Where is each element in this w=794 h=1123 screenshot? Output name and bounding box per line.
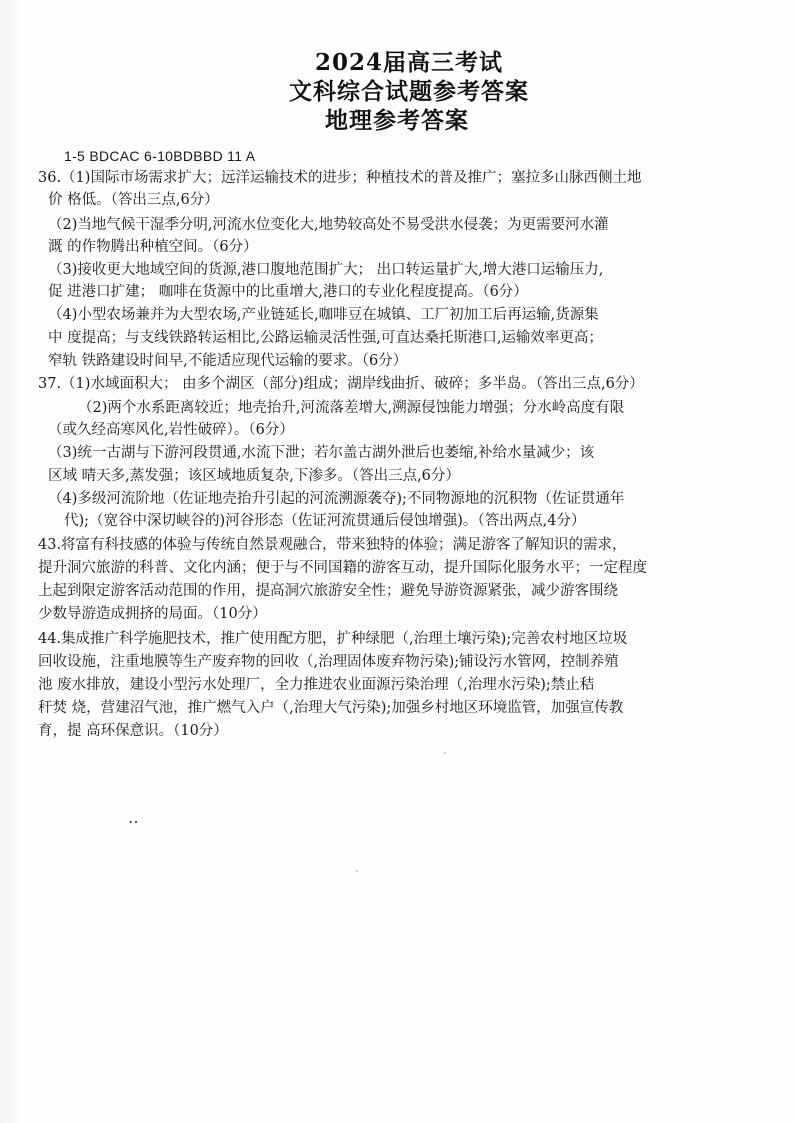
answer-line: 上起到限定游客活动范围的作用，提高洞穴旅游安全性；避免导游资源紧张，减少游客围绕 [38,583,618,599]
answer-line: 促 进港口扩建； 咖啡在货源中的比重增大,港口的专业化程度提高。（6分） [48,284,528,300]
answer-line: 提升洞穴旅游的科普、文化内涵；便于与不同国籍的游客互动，提升国际化服务水平；一定程度 [38,560,647,576]
exam-subtitle: 文科综合试题参考答案 [289,78,529,105]
answer-line: （2)当地气候干湿季分明,河流水位变化大,地势较高处不易受洪水侵袭；为更需要河水灌 [48,217,609,233]
answer-line: 区域 晴天多,蒸发强；该区域地质复杂,下渗多。（答出三点,6分） [48,468,460,484]
answer-line: 池 废水排放，建设小型污水处理厂，全力推进农业面源污染治理（,治理水污染);禁止秸 [38,677,595,693]
answer-line: 少数导游造成拥挤的局面。（10分） [38,606,267,622]
answer-line: 秆焚 烧，营建沼气池，推广燃气入户（,治理大气污染);加强乡村地区环境监管，加强宣传教 [38,700,624,716]
answer-line: 44.集成推广科学施肥技术，推广使用配方肥，扩种绿肥（,治理土壤污染);完善农村地区垃圾 [38,631,628,647]
exam-title: 2024届高三考试 [314,49,503,76]
answer-line: 37.（1)水域面积大； 由多个湖区（部分)组成；湖岸线曲折、破碎；多半岛。（答出三点,6分） [38,376,644,392]
answer-line: 36.（1)国际市场需求扩大；远洋运输技术的进步；种植技术的普及推广；塞拉多山脉西侧土地 [38,170,642,186]
answer-line: 回收设施，注重地膜等生产废弃物的回收（,治理固体废弃物污染);铺设污水管网，控制养殖 [38,654,619,670]
answer-line: 育，提 高环保意识。（10分） [38,723,228,739]
scan-speck [356,870,358,872]
scan-speck [444,752,446,754]
answer-line: 43.将富有科技感的体验与传统自然景观融合，带来独特的体验；满足游客了解知识的需求， [38,537,627,553]
answer-line: （3)统一古湖与下游河段贯通,水流下泄；若尔盖古湖外泄后也萎缩,补给水量减少；该 [48,445,595,461]
section-title: 地理参考答案 [325,107,469,134]
answer-line: 溉 的作物腾出种植空间。（6分） [48,239,258,255]
title-block [0,48,794,135]
choice-answers: 1-5 BDCAC 6-10BDBBD 11 A [64,148,256,164]
answer-line: （3)接收更大地域空间的货源,港口腹地范围扩大； 出口转运量扩大,增大港口运输压力, [48,262,604,278]
answer-line: 中 度提高；与支线铁路转运相比,公路运输灵活性强,可直达桑托斯港口,运输效率更高； [48,330,603,346]
answer-line: （或久经高寒风化,岩性破碎）。（6分） [48,422,294,438]
answer-line: 窄轨 铁路建设时间早,不能适应现代运输的要求。（6分） [48,353,408,369]
answer-line: （2)两个水系距离较近；地壳抬升,河流落差增大,溯源侵蚀能力增强；分水岭高度有限 [78,400,625,416]
scan-edge-shadow [0,0,22,1123]
stray-mark: ‥ [128,808,139,827]
answer-line: 代);（宽谷中深切峡谷的)河谷形态（佐证河流贯通后侵蚀增强)。（答出两点,4分） [64,513,586,529]
answer-line: （4)小型农场兼并为大型农场,产业链延长,咖啡豆在城镇、工厂初加工后再运输,货源集 [48,307,599,323]
answer-line: 价 格低。（答出三点,6分） [48,192,219,208]
answer-line: （4)多级河流阶地（佐证地壳抬升引起的河流溯源袭夺);不同物源地的沉积物（佐证贯通年 [48,491,625,507]
